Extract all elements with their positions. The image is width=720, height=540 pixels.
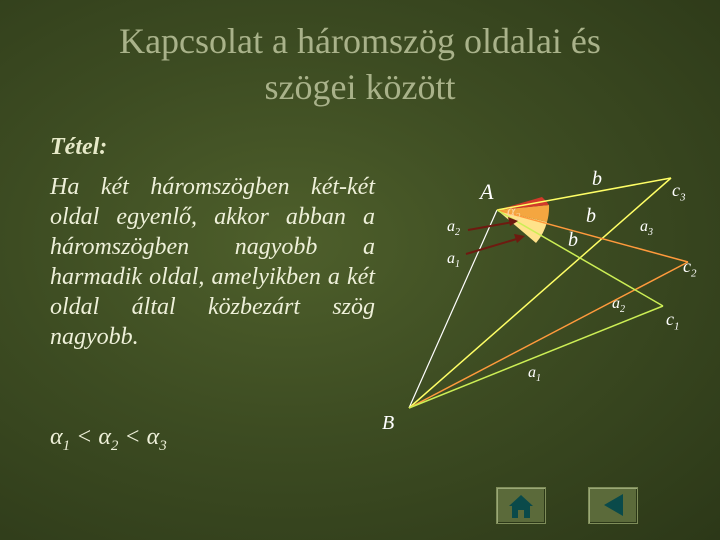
vertex-B-label: B	[382, 412, 395, 434]
theorem-text: Ha két háromszögben két-két oldal egyenlő, akkor abban a háromszögben nagyobb a harmadik oldal, amelyikben a két oldal által közbezárt szög nagyobb.	[50, 174, 375, 350]
side-b1-line	[497, 210, 663, 306]
side-a2-label: $a_2$	[612, 295, 625, 316]
side-c3-label: $c_3$	[672, 180, 686, 204]
side-c2-label: $c_2$	[683, 256, 697, 280]
home-button[interactable]	[496, 487, 546, 524]
side-a1-label: $a_1$	[528, 364, 541, 385]
side-c1-label: $c_1$	[666, 309, 680, 333]
angle-a1-label: $a_1$	[447, 250, 460, 271]
theorem-label: Tétel:	[50, 134, 108, 160]
side-a3-label: $a_3$	[640, 218, 653, 239]
side-b3-label: b	[592, 168, 602, 190]
title-line-1: Kapcsolat a háromszög oldalai és	[119, 21, 601, 61]
alpha-2-label: $\alpha_2$	[507, 203, 521, 224]
arrow-2-head	[514, 234, 525, 243]
side-b2-label: b	[586, 205, 596, 227]
side-b3-line	[497, 178, 671, 210]
title-line-2: szögei között	[264, 67, 456, 107]
angle-a2-label: $a_2$	[447, 218, 460, 239]
vertex-A-label: A	[480, 179, 494, 204]
home-icon	[497, 488, 545, 523]
arrow-2	[466, 238, 520, 254]
back-icon	[589, 488, 637, 523]
back-button[interactable]	[588, 487, 638, 524]
angle-inequality: $\alpha_1 < \alpha_2 < \alpha_3$	[50, 424, 167, 454]
side-c2-line	[409, 262, 688, 408]
side-b1-label: b	[568, 229, 578, 251]
